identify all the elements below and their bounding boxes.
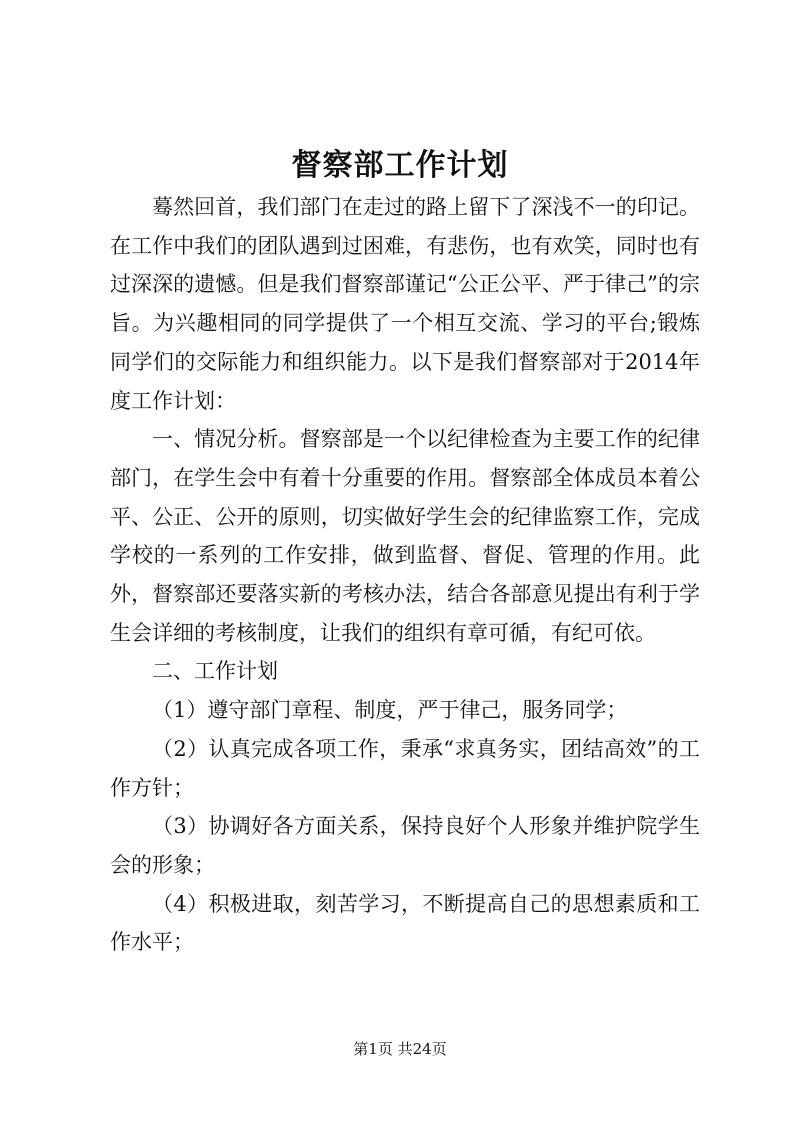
paragraph-plan-item-3: （3）协调好各方面关系，保持良好个人形象并维护院学生会的形象； (110, 814, 700, 877)
paragraph-plan-item-2: （2）认真完成各项工作，秉承“求真务实，团结高效”的工作方针； (110, 736, 700, 800)
document-body (110, 188, 700, 962)
document-title: 督察部工作计划 (291, 148, 509, 183)
paragraph-intro: 蓦然回首，我们部门在走过的路上留下了深浅不一的印记。在工作中我们的团队遇到过困难，有悲伤，也有欢笑，同时也有过深深的遗憾。但是我们督察部谨记“公正公平、严于律己”的宗旨。为兴趣相同的同学提供了一个相互交流、学习的平台;锻炼同学们的交际能力和组织能力。以下是我们督察部对于2014年度工作计划： (110, 195, 700, 413)
paragraph-work-plan-heading: 二、工作计划 (152, 659, 278, 684)
page-footer: 第1页 共24页 (353, 1040, 447, 1058)
paragraph-plan-item-1: （1）遵守部门章程、制度，严于律己，服务同学； (152, 698, 628, 723)
paragraph-situation-analysis: 一、情况分析。督察部是一个以纪律检查为主要工作的纪律部门，在学生会中有着十分重要的作用。督察部全体成员本着公平、公正、公开的原则，切实做好学生会的纪律监察工作，完成学校的一系列的工作安排，做到监督、督促、管理的作用。此外，督察部还要落实新的考核办法，结合各部意见提出有利于学生会详细的考核制度，让我们的组织有章可循，有纪可依。 (110, 427, 700, 645)
paragraph-plan-item-4: （4）积极进取，刻苦学习，不断提高自己的思想素质和工作水平； (110, 891, 700, 955)
